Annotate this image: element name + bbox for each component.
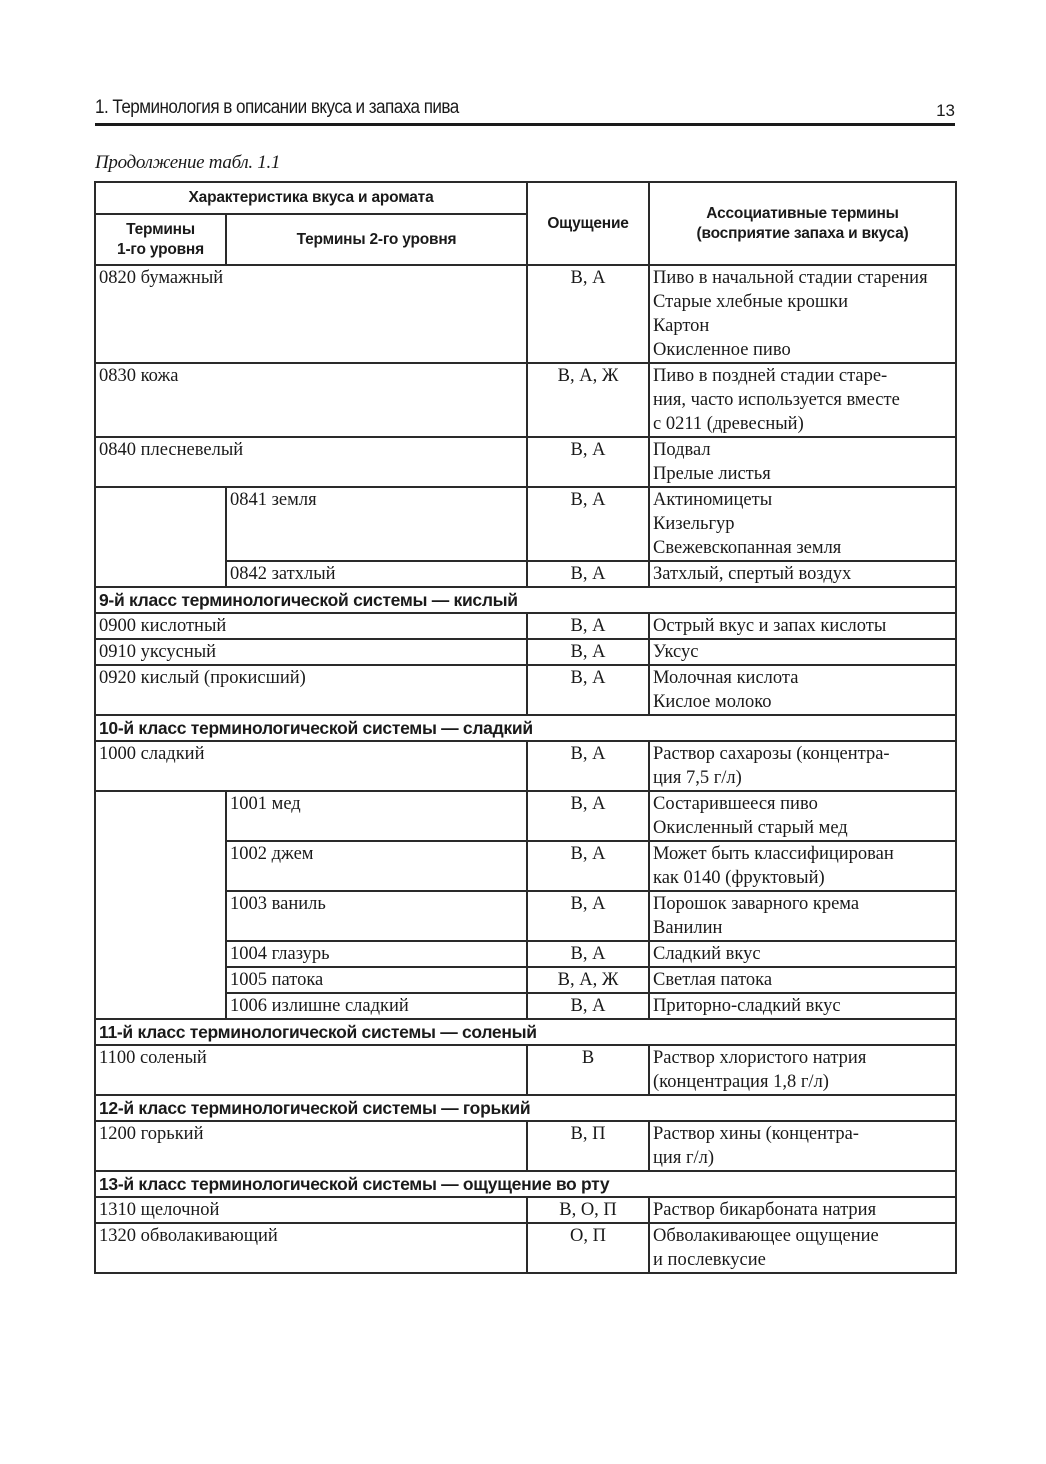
associative-terms-cell (649, 1121, 956, 1171)
associative-term-line: Затхлый, спертый воздух (653, 564, 852, 584)
class-heading: 11-й класс терминологической системы — соленый (95, 1019, 956, 1045)
term-level2: 1004 глазурь (226, 941, 527, 967)
running-header (95, 97, 955, 126)
table-body (95, 265, 956, 1273)
table-row (95, 1223, 956, 1273)
term-level1: 0910 уксусный (95, 639, 527, 665)
sensation-cell: В, А (527, 437, 649, 487)
header-assoc-line1: Ассоциативные термины (706, 204, 899, 222)
associative-term-line: Порошок заварного крема (653, 894, 860, 914)
term-level2: 1003 ваниль (226, 891, 527, 941)
class-heading: 10-й класс терминологической системы — сладкий (95, 715, 956, 741)
associative-term-line: ция г/л) (653, 1148, 715, 1168)
associative-terms-cell (649, 941, 956, 967)
term-level2: 0841 земля (226, 487, 527, 561)
associative-terms-cell (649, 993, 956, 1019)
class-header-row (95, 1095, 956, 1121)
table-row (95, 437, 956, 487)
header-level1-line1: Термины (126, 220, 195, 238)
term-level1: 0840 плесневелый (95, 437, 527, 487)
associative-term-line: (концентрация 1,8 г/л) (653, 1072, 829, 1092)
associative-term-line: Состарившееся пиво (653, 794, 818, 814)
class-heading: 12-й класс терминологической системы — горький (95, 1095, 956, 1121)
associative-term-line: Кислое молоко (653, 692, 772, 712)
associative-term-line: Может быть классифицирован (653, 844, 894, 864)
associative-term-line: Картон (653, 316, 710, 336)
sensation-cell: В, А (527, 741, 649, 791)
associative-terms-cell (649, 363, 956, 437)
class-header-row (95, 587, 956, 613)
associative-terms-cell (649, 791, 956, 841)
header-assoc-line2: (восприятие запаха и вкуса) (696, 224, 909, 242)
associative-term-line: Раствор хлористого натрия (653, 1048, 867, 1068)
associative-terms-cell (649, 437, 956, 487)
associative-term-line: Сладкий вкус (653, 944, 761, 964)
class-header-row (95, 1171, 956, 1197)
term-level1: 1310 щелочной (95, 1197, 527, 1223)
class-heading: 9-й класс терминологической системы — кислый (95, 587, 956, 613)
table-row (95, 639, 956, 665)
sensation-cell: В, А (527, 993, 649, 1019)
associative-terms-cell (649, 1045, 956, 1095)
associative-term-line: Раствор сахарозы (концентра- (653, 744, 890, 764)
associative-term-line: Раствор хины (концентра- (653, 1124, 859, 1144)
associative-term-line: с 0211 (древесный) (653, 414, 804, 434)
table-row (95, 1197, 956, 1223)
sensation-cell: В, А (527, 891, 649, 941)
term-level1: 1320 обволакивающий (95, 1223, 527, 1273)
associative-terms-cell (649, 1197, 956, 1223)
sensation-cell: В (527, 1045, 649, 1095)
sensation-cell: О, П (527, 1223, 649, 1273)
sensation-cell: В, А (527, 613, 649, 639)
sensation-cell: В, А (527, 841, 649, 891)
associative-terms-cell (649, 1223, 956, 1273)
sensation-cell: В, А (527, 791, 649, 841)
table-row (95, 791, 956, 841)
header-associative (649, 182, 956, 265)
term-level1: 0920 кислый (прокисший) (95, 665, 527, 715)
table-row (95, 741, 956, 791)
term-level2: 1005 патока (226, 967, 527, 993)
table-row (95, 613, 956, 639)
class-header-row (95, 715, 956, 741)
header-sensation: Ощущение (527, 182, 649, 265)
sensation-cell: В, А, Ж (527, 363, 649, 437)
header-level1 (95, 214, 226, 265)
table-row (95, 265, 956, 363)
associative-term-line: Окисленный старый мед (653, 818, 848, 838)
term-level1: 0900 кислотный (95, 613, 527, 639)
term-level2: 1002 джем (226, 841, 527, 891)
class-heading: 13-й класс терминологической системы — ощущение во рту (95, 1171, 956, 1197)
sensation-cell: В, О, П (527, 1197, 649, 1223)
associative-terms-cell (649, 841, 956, 891)
page-number: 13 (936, 101, 955, 120)
table-row (95, 1045, 956, 1095)
running-title: 1. Терминология в описании вкуса и запаха пива (95, 97, 459, 118)
associative-term-line: Уксус (653, 642, 699, 662)
term-level1: 1100 соленый (95, 1045, 527, 1095)
associative-terms-cell (649, 967, 956, 993)
associative-terms-cell (649, 561, 956, 587)
associative-term-line: Окисленное пиво (653, 340, 791, 360)
sensation-cell: В, А (527, 639, 649, 665)
terminology-table (94, 181, 957, 1274)
associative-term-line: Ванилин (653, 918, 723, 938)
table-row (95, 1121, 956, 1171)
associative-terms-cell (649, 639, 956, 665)
associative-terms-cell (649, 891, 956, 941)
associative-term-line: ния, часто используется вместе (653, 390, 900, 410)
associative-term-line: Свежевскопанная земля (653, 538, 842, 558)
header-level1-line2: 1-го уровня (117, 240, 204, 258)
header-group: Характеристика вкуса и аромата (95, 182, 527, 214)
table-row (95, 363, 956, 437)
sensation-cell: В, А (527, 665, 649, 715)
term-level1: 1000 сладкий (95, 741, 527, 791)
empty-level1-cell (95, 791, 226, 1019)
sensation-cell: В, А (527, 265, 649, 363)
associative-term-line: Актиномицеты (653, 490, 773, 510)
associative-terms-cell (649, 665, 956, 715)
associative-term-line: Старые хлебные крошки (653, 292, 849, 312)
associative-term-line: Приторно-сладкий вкус (653, 996, 841, 1016)
associative-term-line: Светлая патока (653, 970, 773, 990)
term-level1: 1200 горький (95, 1121, 527, 1171)
term-level1: 0830 кожа (95, 363, 527, 437)
header-level2: Термины 2-го уровня (226, 214, 527, 265)
term-level2: 1001 мед (226, 791, 527, 841)
sensation-cell: В, А (527, 941, 649, 967)
associative-terms-cell (649, 613, 956, 639)
associative-term-line: Обволакивающее ощущение (653, 1226, 879, 1246)
table-row (95, 487, 956, 561)
associative-term-line: как 0140 (фруктовый) (653, 868, 825, 888)
sensation-cell: В, А (527, 487, 649, 561)
associative-term-line: Пиво в поздней стадии старе- (653, 366, 888, 386)
associative-term-line: Пиво в начальной стадии старения (653, 268, 928, 288)
term-level2: 0842 затхлый (226, 561, 527, 587)
sensation-cell: В, А, Ж (527, 967, 649, 993)
associative-terms-cell (649, 487, 956, 561)
term-level2: 1006 излишне сладкий (226, 993, 527, 1019)
class-header-row (95, 1019, 956, 1045)
associative-term-line: ция 7,5 г/л) (653, 768, 742, 788)
table-row (95, 665, 956, 715)
associative-term-line: Острый вкус и запах кислоты (653, 616, 887, 636)
associative-term-line: Подвал (653, 440, 711, 460)
empty-level1-cell (95, 487, 226, 587)
sensation-cell: В, П (527, 1121, 649, 1171)
sensation-cell: В, А (527, 561, 649, 587)
associative-term-line: Прелые листья (653, 464, 771, 484)
term-level1: 0820 бумажный (95, 265, 527, 363)
associative-term-line: Кизельгур (653, 514, 735, 534)
table-caption: Продолжение табл. 1.1 (95, 152, 281, 173)
associative-terms-cell (649, 741, 956, 791)
associative-terms-cell (649, 265, 956, 363)
associative-term-line: Раствор бикарбоната натрия (653, 1200, 877, 1220)
associative-term-line: и послевкусие (653, 1250, 766, 1270)
associative-term-line: Молочная кислота (653, 668, 799, 688)
